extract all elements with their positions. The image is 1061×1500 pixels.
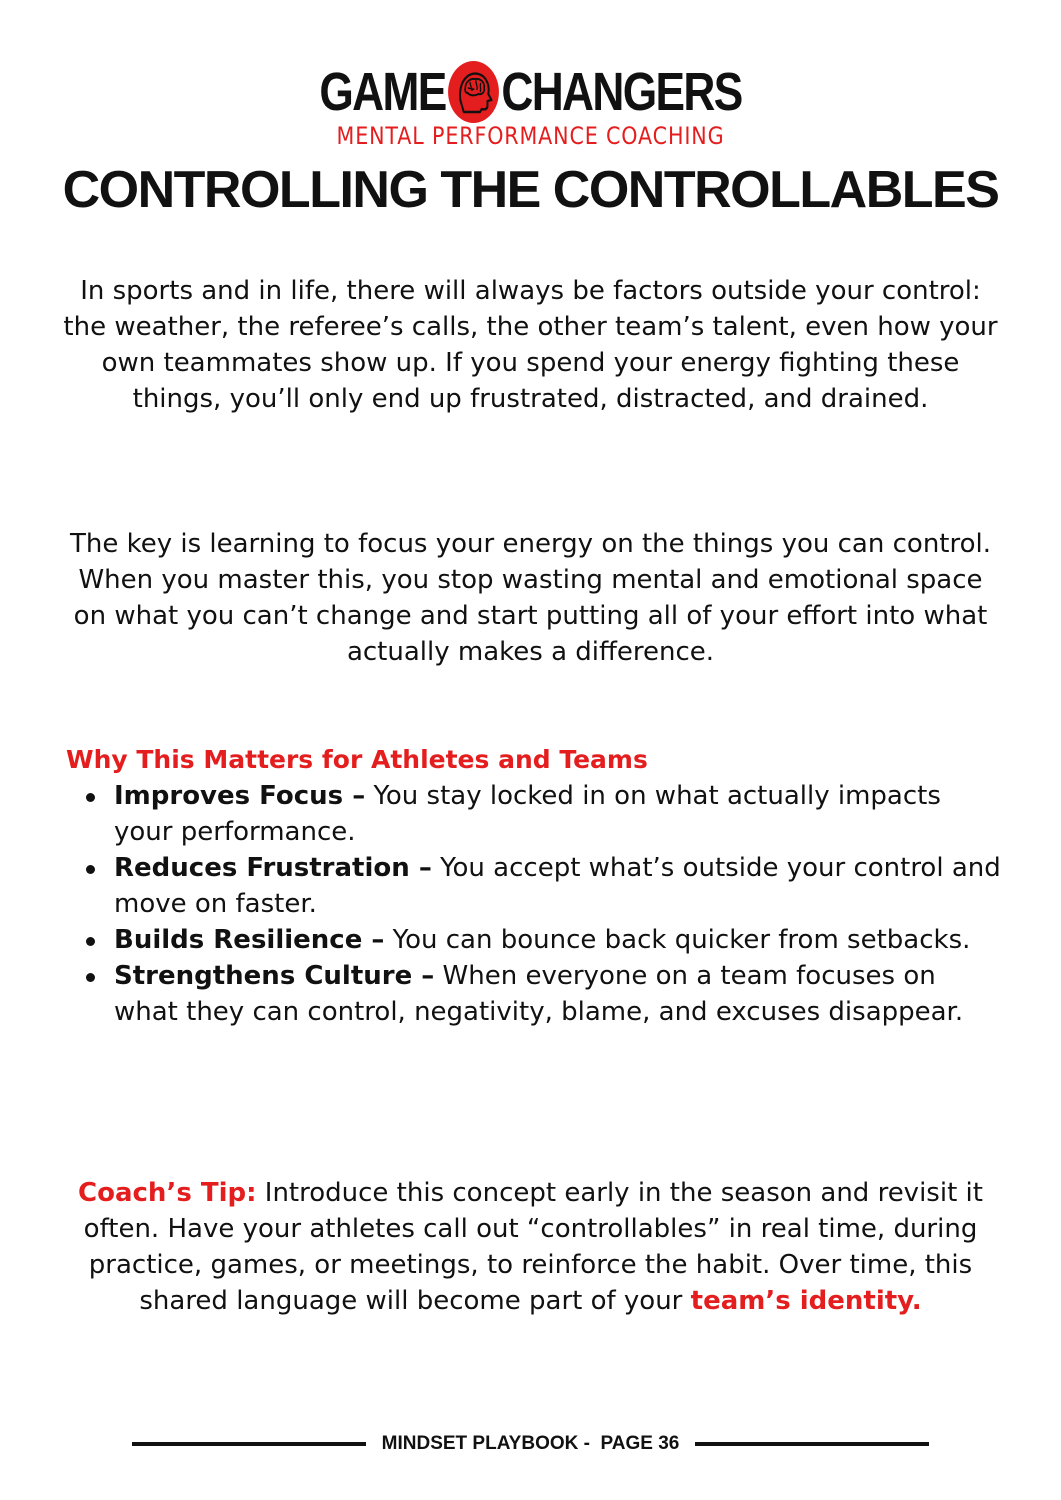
list-item	[66, 850, 1001, 922]
footer-label: MINDSET PLAYBOOK - PAGE 36	[381, 1433, 680, 1454]
page-title: CONTROLLING THE CONTROLLABLES	[62, 161, 999, 219]
brand-logo	[0, 60, 1061, 150]
list-item	[66, 778, 1001, 850]
page-footer	[132, 1433, 929, 1455]
logo-tagline: MENTAL PERFORMANCE COACHING	[336, 122, 725, 150]
list-item-text: You accept what’s outside your control and move on faster.	[114, 853, 1001, 919]
logo-wordmark	[95, 60, 965, 124]
coach-tip	[60, 1175, 1001, 1319]
bullet-icon	[86, 793, 95, 802]
list-item-term: Strengthens Culture –	[114, 961, 435, 991]
footer-rule-right	[695, 1442, 929, 1446]
coach-tip-emphasis: team’s identity.	[690, 1286, 922, 1316]
list-item-text: You can bounce back quicker from setbacks.	[384, 925, 971, 955]
bullet-icon	[86, 973, 95, 982]
coach-tip-text: Introduce this concept early in the season and revisit it often. Have your athletes call out “controllables” in real time, during practice, games, or meetings, to reinforce the habit. Over time, this shared language will become part of your	[83, 1178, 983, 1316]
list-item	[66, 958, 1001, 1030]
list-item-term: Builds Resilience –	[114, 925, 385, 955]
list-item	[66, 922, 1001, 958]
logo-word-left: GAME	[319, 62, 446, 122]
footer-rule-left	[132, 1442, 366, 1446]
brain-head-icon	[447, 60, 499, 124]
list-item-term: Improves Focus –	[114, 781, 366, 811]
list-item-text: You stay locked in on what actually impacts your performance.	[114, 781, 941, 847]
key-paragraph: The key is learning to focus your energy on the things you can control. When you master this, you stop wasting mental and emotional space on what you can’t change and start putting all of your effort into what actually makes a difference.	[69, 529, 992, 667]
section-heading: Why This Matters for Athletes and Teams	[66, 745, 648, 774]
coach-tip-label: Coach’s Tip:	[78, 1178, 257, 1208]
logo-word-right: CHANGERS	[501, 62, 742, 122]
list-item-text: When everyone on a team focuses on what they can control, negativity, blame, and excuses disappear.	[114, 961, 964, 1027]
bullet-icon	[86, 865, 95, 874]
benefits-list	[66, 778, 1001, 1030]
intro-paragraph: In sports and in life, there will always be factors outside your control: the weather, the referee’s calls, the other team’s talent, even how your own teammates show up. If you spend your energy fighting these things, you’ll only end up frustrated, distracted, and drained.	[63, 276, 998, 414]
list-item-term: Reduces Frustration –	[114, 853, 432, 883]
bullet-icon	[86, 937, 95, 946]
